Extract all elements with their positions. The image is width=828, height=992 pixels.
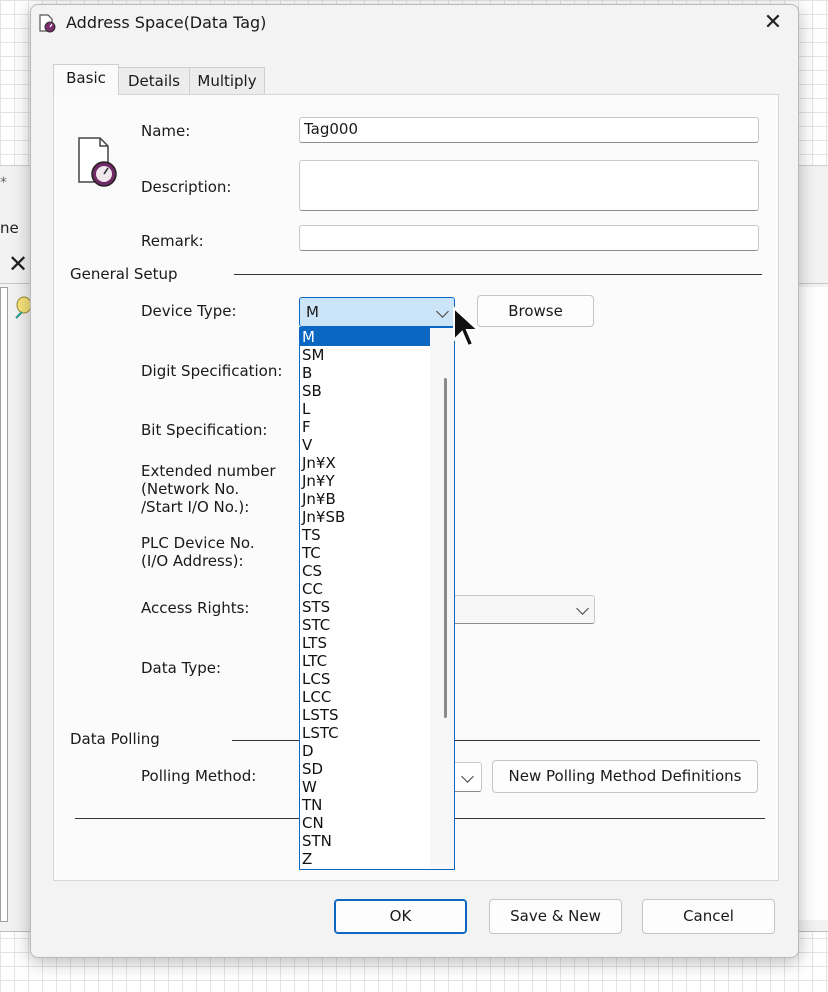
device-option[interactable]: LSTC [302, 724, 339, 742]
device-option[interactable]: Jn¥X [302, 454, 336, 472]
device-option[interactable]: LTS [302, 634, 327, 652]
device-option[interactable]: L [302, 400, 311, 418]
chevron-down-icon [461, 770, 474, 783]
device-option[interactable]: LCC [302, 688, 332, 706]
background-menu-fragment: ne [0, 219, 19, 237]
remark-label: Remark: [141, 232, 204, 250]
device-option[interactable]: STS [302, 598, 331, 616]
tab-multiply[interactable]: Multiply [189, 67, 265, 95]
new-polling-method-button[interactable]: New Polling Method Definitions [492, 760, 758, 793]
chevron-down-icon [436, 305, 449, 318]
description-label: Description: [141, 178, 232, 196]
description-input[interactable] [299, 160, 759, 211]
general-setup-heading: General Setup [70, 265, 178, 283]
background-title-fragment: * [0, 175, 7, 191]
device-type-dropdown-list[interactable] [299, 327, 455, 870]
device-option[interactable]: Jn¥B [302, 490, 336, 508]
device-option[interactable]: V [302, 436, 313, 454]
ok-button[interactable]: OK [334, 899, 467, 934]
device-option[interactable]: F [302, 418, 311, 436]
device-type-select[interactable] [299, 297, 455, 327]
device-option[interactable]: Jn¥SB [302, 508, 346, 526]
device-option[interactable]: STC [302, 616, 331, 634]
device-option[interactable]: W [302, 778, 317, 796]
device-option[interactable]: TC [302, 544, 321, 562]
plc-device-label-line1: PLC Device No. [141, 534, 255, 552]
tag-app-icon [37, 13, 57, 33]
bit-specification-label: Bit Specification: [141, 421, 268, 439]
device-option[interactable]: CN [302, 814, 324, 832]
access-rights-label: Access Rights: [141, 599, 250, 617]
dropdown-scrollbar-thumb[interactable] [444, 378, 447, 718]
general-setup-divider [234, 274, 762, 275]
device-option[interactable]: TS [302, 526, 321, 544]
dropdown-scrollbar[interactable] [430, 328, 454, 869]
background-left-pane [0, 287, 8, 922]
polling-method-label: Polling Method: [141, 767, 257, 785]
device-option[interactable]: Jn¥Y [302, 472, 335, 490]
device-option[interactable]: CS [302, 562, 322, 580]
chevron-down-icon [576, 602, 589, 615]
name-input[interactable]: Tag000 [299, 117, 759, 143]
device-option[interactable]: LSTS [302, 706, 339, 724]
background-close-icon[interactable]: ✕ [8, 250, 29, 278]
tab-basic[interactable]: Basic [53, 64, 119, 95]
device-option[interactable]: TN [302, 796, 323, 814]
extended-number-label-line2: (Network No. [141, 480, 240, 498]
device-option[interactable]: CC [302, 580, 323, 598]
name-label: Name: [141, 122, 191, 140]
device-option[interactable]: SM [302, 346, 325, 364]
extended-number-label-line1: Extended number [141, 462, 276, 480]
plc-device-label-line2: (I/O Address): [141, 552, 244, 570]
remark-input[interactable] [299, 225, 759, 251]
tag-document-gauge-icon [74, 134, 122, 190]
background-right-pane [796, 287, 828, 920]
device-option[interactable]: STN [302, 832, 332, 850]
device-type-value: M [306, 303, 319, 321]
device-option[interactable]: Z [302, 850, 313, 868]
dialog-titlebar [31, 5, 798, 41]
cancel-button[interactable]: Cancel [642, 899, 775, 934]
device-option[interactable]: LCS [302, 670, 331, 688]
device-option[interactable]: SD [302, 760, 324, 778]
data-type-label: Data Type: [141, 659, 222, 677]
data-polling-heading: Data Polling [70, 730, 160, 748]
digit-specification-label: Digit Specification: [141, 362, 283, 380]
save-and-new-button[interactable]: Save & New [489, 899, 622, 934]
device-option[interactable]: M [300, 328, 430, 346]
dialog-title: Address Space(Data Tag) [66, 13, 267, 32]
device-option[interactable]: LTC [302, 652, 328, 670]
device-type-label: Device Type: [141, 302, 237, 320]
device-option[interactable]: SB [302, 382, 322, 400]
device-option[interactable]: B [302, 364, 313, 382]
close-icon[interactable]: ✕ [763, 10, 783, 35]
mouse-pointer-icon [452, 306, 482, 350]
extended-number-label-line3: /Start I/O No.): [141, 498, 250, 516]
browse-button[interactable]: Browse [477, 295, 594, 327]
device-option[interactable]: D [302, 742, 314, 760]
tab-details[interactable]: Details [117, 67, 191, 95]
